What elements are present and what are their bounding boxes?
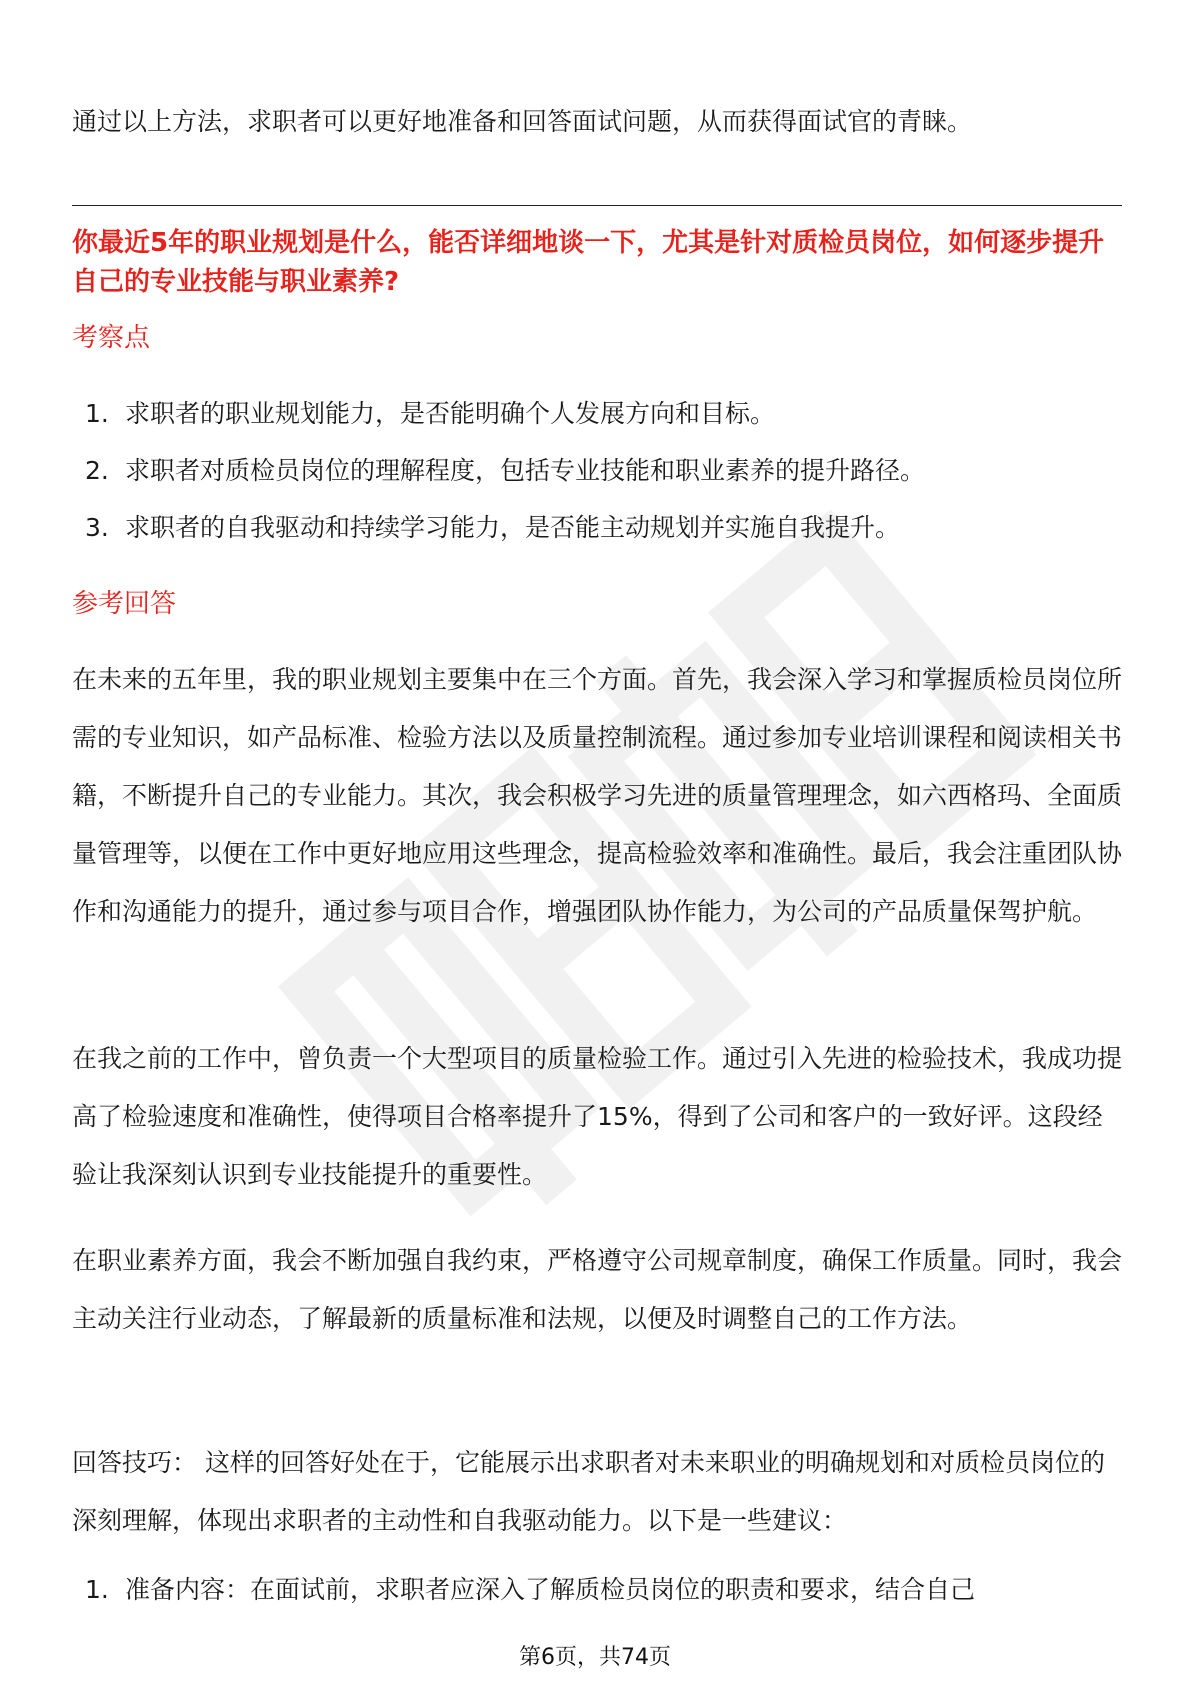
list-item-text: 求职者对质检员岗位的理解程度，包括专业技能和职业素养的提升路径。 <box>125 456 926 485</box>
list-item <box>85 396 1125 453</box>
intro-paragraph: 通过以上方法，求职者可以更好地准备和回答面试问题，从而获得面试官的青睐。 <box>72 107 973 136</box>
examine-title: 考察点 <box>72 323 151 353</box>
answer-paragraph: 在职业素养方面，我会不断加强自我约束，严格遵守公司规章制度，确保工作质量。同时，我会主动关注行业动态，了解最新的质量标准和法规，以便及时调整自己的工作方法。 <box>72 1246 1123 1333</box>
list-item <box>85 453 1125 510</box>
list-item-text: 求职者的自我驱动和持续学习能力，是否能主动规划并实施自我提升。 <box>125 513 901 542</box>
examine-points-list <box>85 396 1125 567</box>
list-item-number: 3. <box>85 513 109 542</box>
tips-list <box>85 1572 1125 1608</box>
list-item-text: 准备内容：在面试前，求职者应深入了解质检员岗位的职责和要求，结合自己 <box>125 1575 976 1604</box>
answer-title: 参考回答 <box>72 589 177 619</box>
list-item <box>85 1572 1125 1608</box>
divider <box>72 205 1122 206</box>
list-item-number: 1. <box>85 1575 109 1604</box>
list-item-number: 1. <box>85 399 109 428</box>
answer-tips-paragraph: 回答技巧： 这样的回答好处在于，它能展示出求职者对未来职业的明确规划和对质检员岗位的深刻理解，体现出求职者的主动性和自我驱动能力。以下是一些建议： <box>72 1448 1105 1535</box>
list-item <box>85 510 1125 567</box>
answer-paragraph: 在未来的五年里，我的职业规划主要集中在三个方面。首先，我会深入学习和掌握质检员岗位所需的专业知识，如产品标准、检验方法以及质量控制流程。通过参加专业培训课程和阅读相关书籍，不断提升自己的专业能力。其次，我会积极学习先进的质量管理理念，如六西格玛、全面质量管理等，以便在工作中更好地应用这些理念，提高检验效率和准确性。最后，我会注重团队协作和沟通能力的提升，通过参与项目合作，增强团队协作能力，为公司的产品质量保驾护航。 <box>72 665 1123 926</box>
list-item-number: 2. <box>85 456 109 485</box>
answer-paragraph: 在我之前的工作中，曾负责一个大型项目的质量检验工作。通过引入先进的检验技术，我成功提高了检验速度和准确性，使得项目合格率提升了15%，得到了公司和客户的一致好评。这段经验让我深刻认识到专业技能提升的重要性。 <box>72 1044 1123 1189</box>
page-footer: 第6页，共74页 <box>519 1645 671 1670</box>
list-item-text: 求职者的职业规划能力，是否能明确个人发展方向和目标。 <box>125 399 776 428</box>
question-heading: 你最近5年的职业规划是什么，能否详细地谈一下，尤其是针对质检员岗位，如何逐步提升自己的专业技能与职业素养? <box>72 228 1105 297</box>
